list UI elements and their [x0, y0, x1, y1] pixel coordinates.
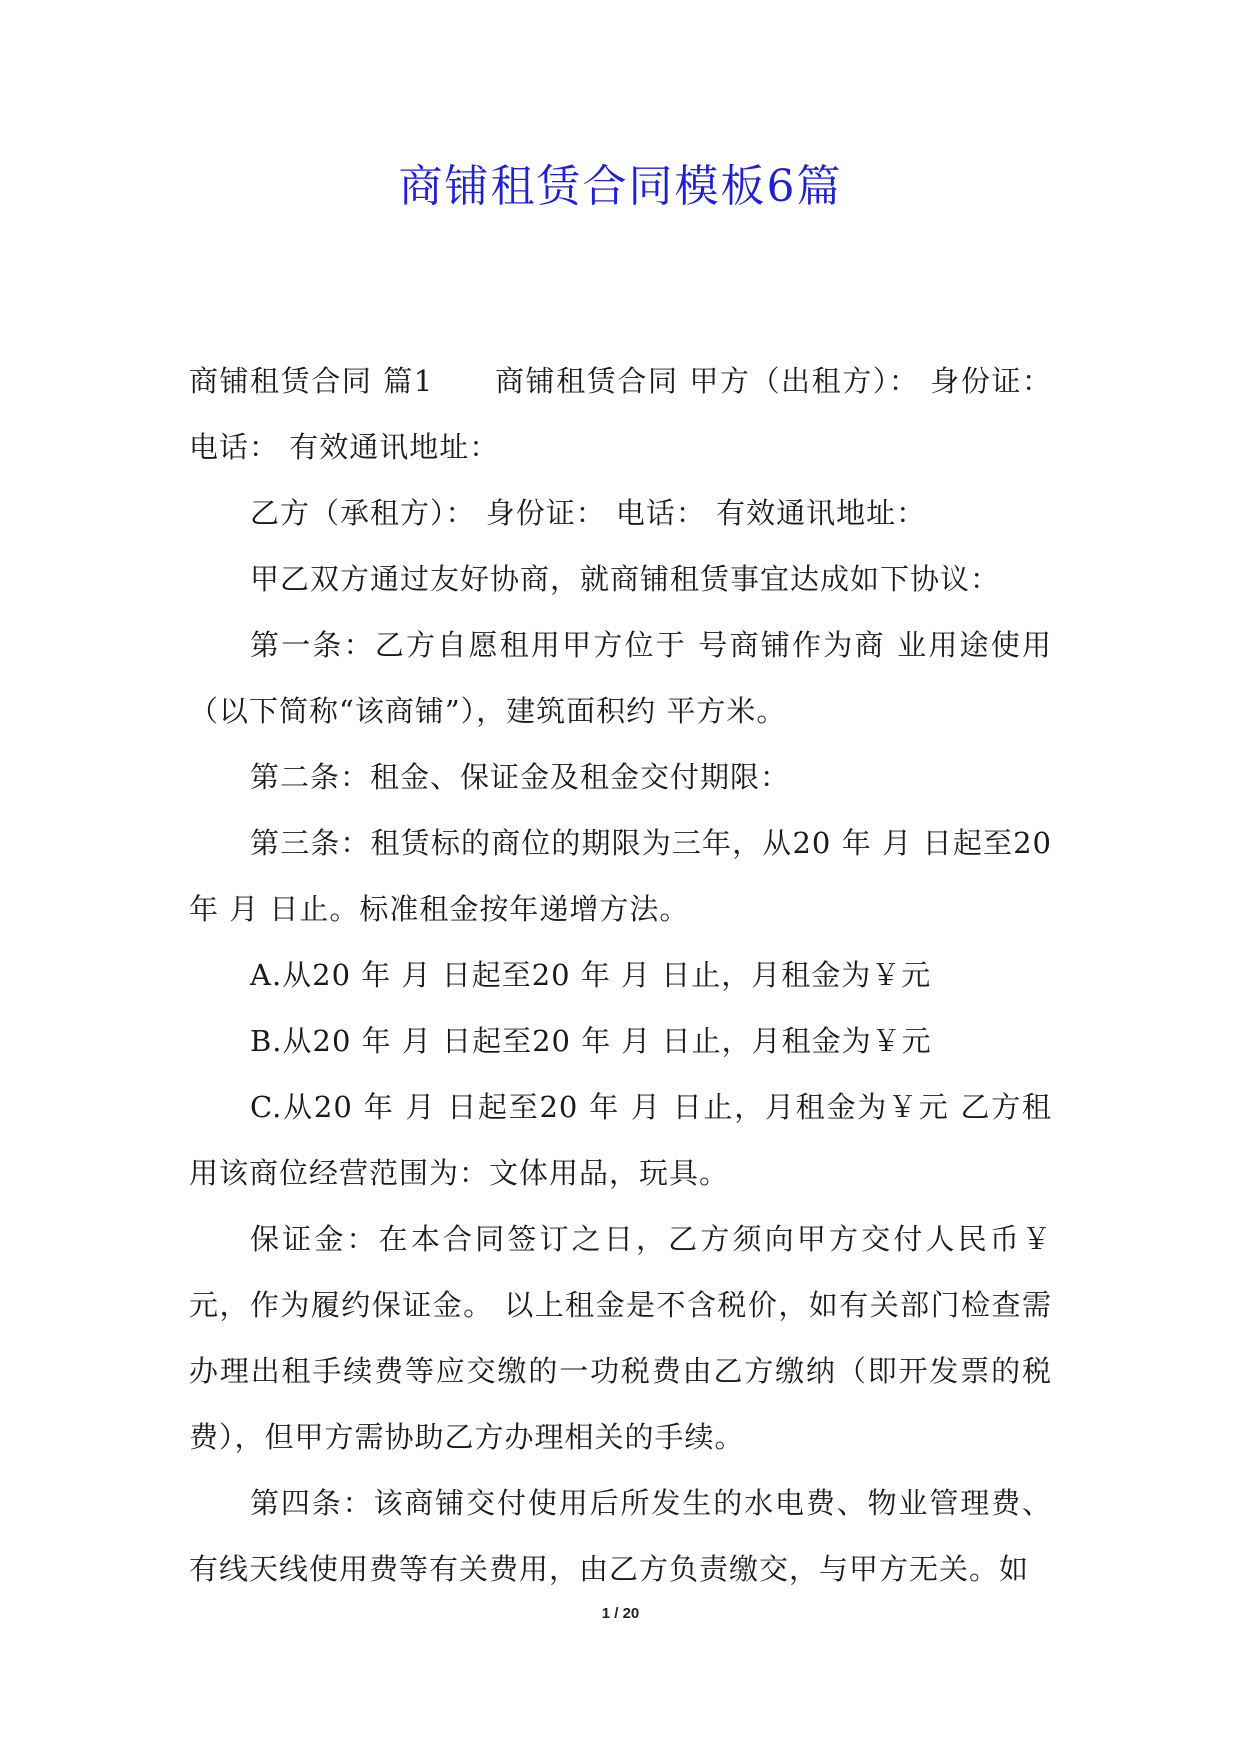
paragraph-2: 乙方（承租方）： 身份证： 电话： 有效通讯地址： [250, 496, 927, 530]
document-body [189, 348, 1052, 1602]
paragraph-8: B.从20 年 月 日起至20 年 月 日止，月租金为￥元 [250, 1024, 932, 1058]
paragraph-3: 甲乙双方通过友好协商，就商铺租赁事宜达成如下协议： [250, 562, 1001, 596]
paragraph-9: C.从20 年 月 日起至20 年 月 日止，月租金为￥元 乙方租用该商位经营范围为：文体用品，玩具。 [189, 1090, 1052, 1190]
page-number: 1 / 20 [601, 1605, 640, 1622]
paragraph-4: 第一条：乙方自愿租用甲方位于 号商铺作为商 业用途使用（以下简称“该商铺”），建筑面积约 平方米。 [189, 628, 1052, 728]
paragraph-1: 商铺租赁合同 篇1 商铺租赁合同 甲方（出租方）： 身份证：电话： 有效通讯地址： [189, 364, 1052, 464]
document-title: 商铺租赁合同模板6篇 [398, 161, 843, 212]
paragraph-10: 保证金：在本合同签订之日，乙方须向甲方交付人民币￥ 元，作为履约保证金。 以上租金是不含税价，如有关部门检查需办理出租手续费等应交缴的一功税费由乙方缴纳（即开发票的税费），但甲方需协助乙方办理相关的手续。 [189, 1222, 1052, 1454]
paragraph-6: 第三条：租赁标的商位的期限为三年，从20 年 月 日起至20 年 月 日止。标准租金按年递增方法。 [189, 826, 1052, 926]
paragraph-5: 第二条：租金、保证金及租金交付期限： [250, 760, 791, 794]
paragraph-11: 第四条：该商铺交付使用后所发生的水电费、物业管理费、有线天线使用费等有关费用，由乙方负责缴交，与甲方无关。如 [189, 1486, 1052, 1586]
paragraph-7: A.从20 年 月 日起至20 年 月 日止，月租金为￥元 [250, 958, 932, 992]
